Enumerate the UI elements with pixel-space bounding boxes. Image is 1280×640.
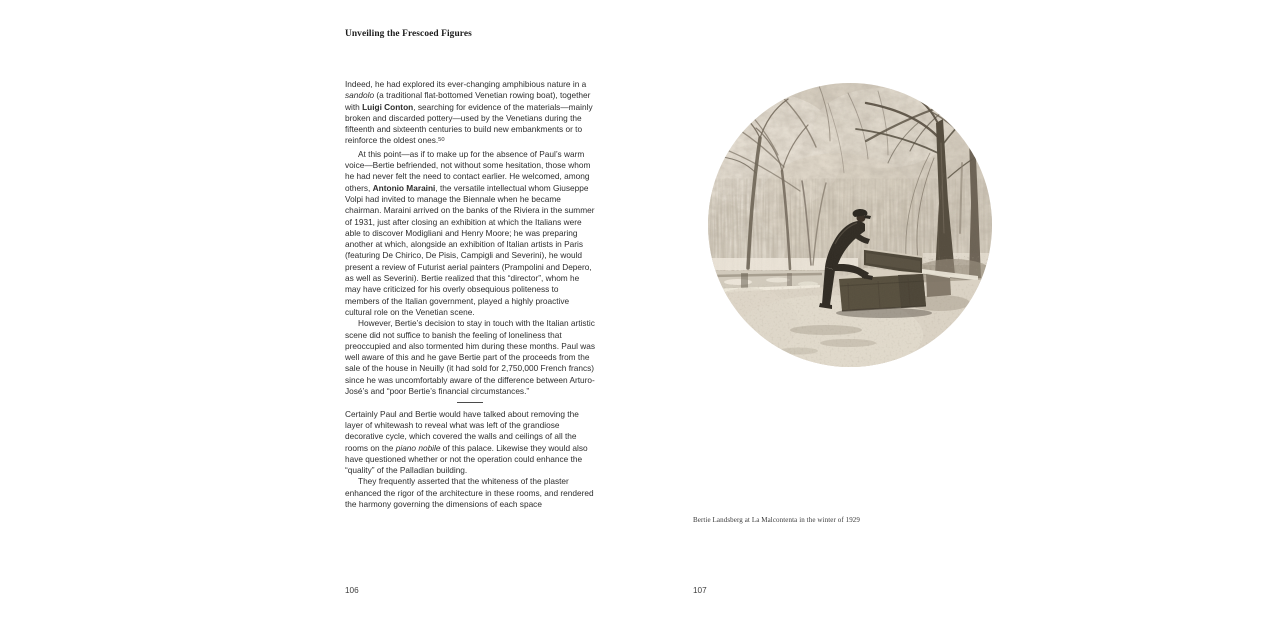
paragraph: However, Bertie’s decision to stay in touch with the Italian artistic scene did not suffice to banish the feeling of loneliness that preoccupied and also tormented him during these months. Paul was well aware of this and he gave Bertie part of the proceeds from the sale of the house in Neuilly (it had sold for 2,750,000 French francs) since he was uncomfortably aware of the difference between Arturo-José’s and “poor Bertie’s financial circumstances.” (345, 318, 595, 397)
photo-caption: Bertie Landsberg at La Malcontenta in the winter of 1929 (693, 516, 861, 524)
chapter-title: Unveiling the Frescoed Figures (345, 29, 472, 39)
photo-image (708, 83, 992, 367)
photo-grain (708, 83, 992, 367)
paragraph: Indeed, he had explored its ever-changing amphibious nature in a sandolo (a traditional flat-bottomed Venetian rowing boat), together with Luigi Conton, searching for evidence of the materials—mainly broken and discarded pottery—used by the Venetians during the fifteenth and sixteenth centuries to build new embankments or to reinforce the oldest ones.$^{50}$ (345, 79, 593, 146)
photo (708, 83, 992, 367)
section-divider (457, 402, 483, 403)
paragraph: Certainly Paul and Bertie would have talked about removing the layer of whitewash to reveal what was left of the grandiose decorative cycle, which covered the walls and ceilings of all the rooms on the piano nobile of this palace. Likewise they would also have questioned whether or not the operation could enhance the “quality” of the Palladian building. (345, 408, 588, 476)
paragraph: They frequently asserted that the whiteness of the plaster enhanced the rigor of the architecture in these rooms, and rendered the harmony governing the dimensions of each space (345, 476, 594, 509)
page-number-right: 107 (693, 586, 707, 595)
paragraph: At this point—as if to make up for the absence of Paul’s warm voice—Bertie befriended, not without some hesitation, those whom he had never felt the need to contact earlier. He welcomed, among others, Antonio Maraini, the versatile intellectual whom Giuseppe Volpi had invited to manage the Biennale when he became chairman. Maraini arrived on the banks of the Riviera in the summer of 1931, just after closing an exhibition at which the Italians were able to discover Modigliani and Henry Moore; he was preparing another at which, alongside an exhibition of Italian artists in Paris (featuring De Chirico, De Pisis, Campigli and Severini), he would present a review of Futurist aerial painters (Prampolini and Depero, as well as Severini). Bertie realized that this “director”, whom he may have criticized for his overly obsequious politeness to members of the Italian government, played a highly proactive cultural role on the Venetian scene. (345, 148, 595, 317)
body-text (345, 79, 595, 510)
page-number-left: 106 (345, 586, 359, 595)
